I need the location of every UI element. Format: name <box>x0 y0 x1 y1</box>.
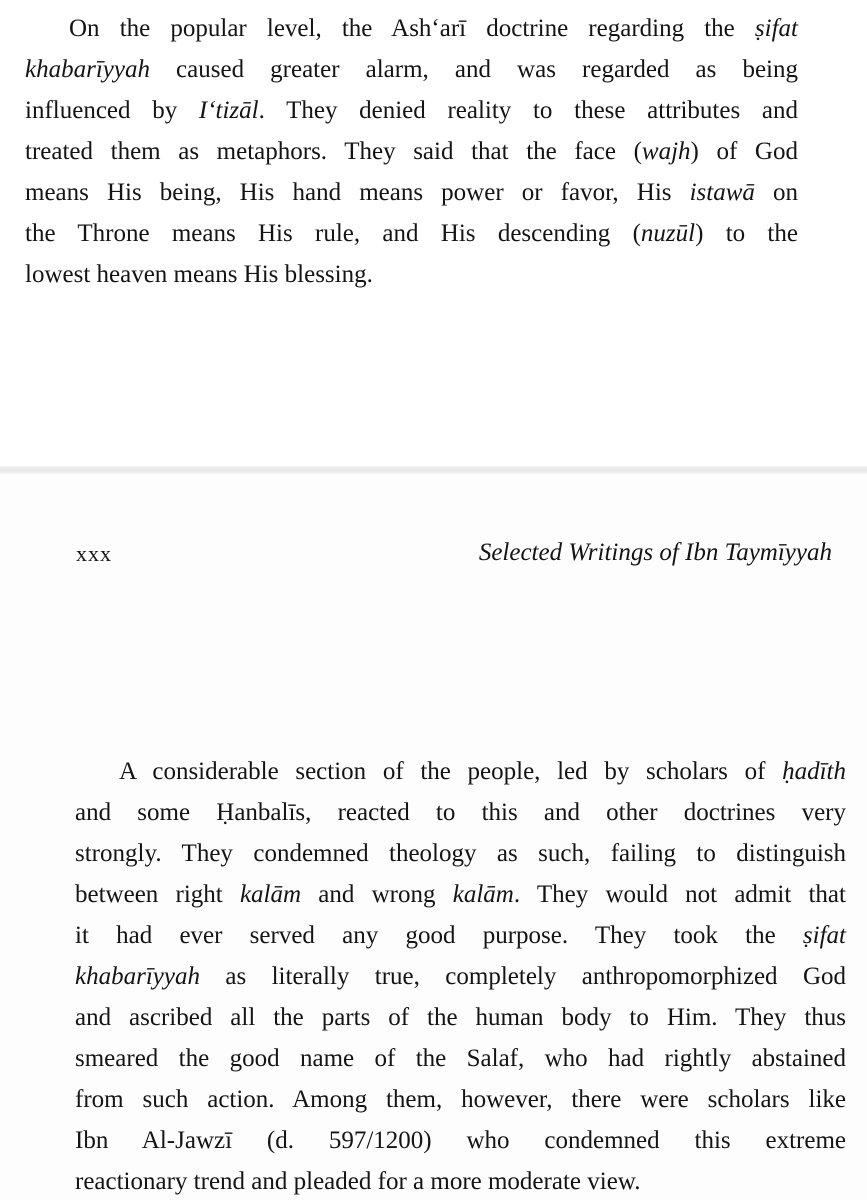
italic-term: nuzūl <box>640 220 696 247</box>
italic-term: wajh <box>641 138 691 165</box>
text-run: between right <box>75 881 240 908</box>
text-run: means His being, His hand means power or favor, His <box>25 179 690 206</box>
text-line <box>25 131 798 172</box>
italic-term: ṣifat <box>754 15 798 42</box>
italic-term: khabarīyyah <box>75 963 200 990</box>
page-separator <box>0 466 867 474</box>
text-run: ) to the <box>695 220 798 247</box>
text-line <box>75 1161 846 1202</box>
text-line <box>75 1038 846 1079</box>
text-run: it had ever served any good purpose. They took the <box>75 922 803 949</box>
text-run: caused greater alarm, and was regarded as being <box>149 56 798 83</box>
text-run: . They would not admit that <box>513 881 846 908</box>
text-run: on <box>754 179 799 206</box>
running-head: Selected Writings of Ibn Taymīyyah <box>478 539 832 566</box>
text-run: . They denied reality to these attributes and <box>258 97 798 124</box>
italic-term: ṣifat <box>802 922 846 949</box>
text-line <box>75 915 846 956</box>
text-line <box>25 90 798 131</box>
text-line <box>75 1079 846 1120</box>
italic-term: kalām <box>452 881 514 908</box>
text-run: reactionary trend and pleaded for a more moderate view. <box>75 1168 641 1195</box>
text-line <box>25 49 798 90</box>
upper-paragraph <box>25 8 798 295</box>
page-number: xxx <box>76 541 112 566</box>
italic-term: ḥadīth <box>782 758 846 785</box>
text-run: lowest heaven means His blessing. <box>25 261 373 288</box>
text-run: On the popular level, the Ash‘arī doctrine regarding the <box>69 15 755 42</box>
upper-page <box>0 0 867 468</box>
text-run: influenced by <box>25 97 199 124</box>
italic-term: I‘tizāl <box>198 97 259 124</box>
text-run: A considerable section of the people, led by scholars of <box>119 758 783 785</box>
text-line <box>75 874 846 915</box>
text-line <box>75 997 846 1038</box>
text-run: the Throne means His rule, and His descending ( <box>25 220 641 247</box>
text-line <box>25 8 798 49</box>
italic-term: istawā <box>689 179 755 206</box>
italic-term: khabarīyyah <box>25 56 150 83</box>
text-run: as literally true, completely anthropomorphized God <box>199 963 846 990</box>
text-line <box>75 751 846 792</box>
text-line <box>25 172 798 213</box>
text-line <box>75 833 846 874</box>
text-line <box>75 1120 846 1161</box>
text-run: and ascribed all the parts of the human body to Him. They thus <box>75 1004 846 1031</box>
text-run: treated them as metaphors. They said that the face ( <box>25 138 642 165</box>
text-line <box>75 792 846 833</box>
text-run: from such action. Among them, however, there were scholars like <box>75 1086 846 1113</box>
lower-paragraph <box>75 751 846 1202</box>
text-run: Ibn Al-Jawzī (d. 597/1200) who condemned this extreme <box>75 1127 846 1154</box>
text-line <box>25 213 798 254</box>
text-run: ) of God <box>690 138 798 165</box>
text-run: and wrong <box>301 881 453 908</box>
italic-term: kalām <box>239 881 302 908</box>
text-run: and some Ḥanbalīs, reacted to this and other doctrines very <box>75 799 846 826</box>
text-line <box>25 254 798 295</box>
text-run: strongly. They condemned theology as such, failing to distinguish <box>75 840 846 867</box>
text-line <box>75 956 846 997</box>
text-run: smeared the good name of the Salaf, who had rightly abstained <box>75 1045 846 1072</box>
